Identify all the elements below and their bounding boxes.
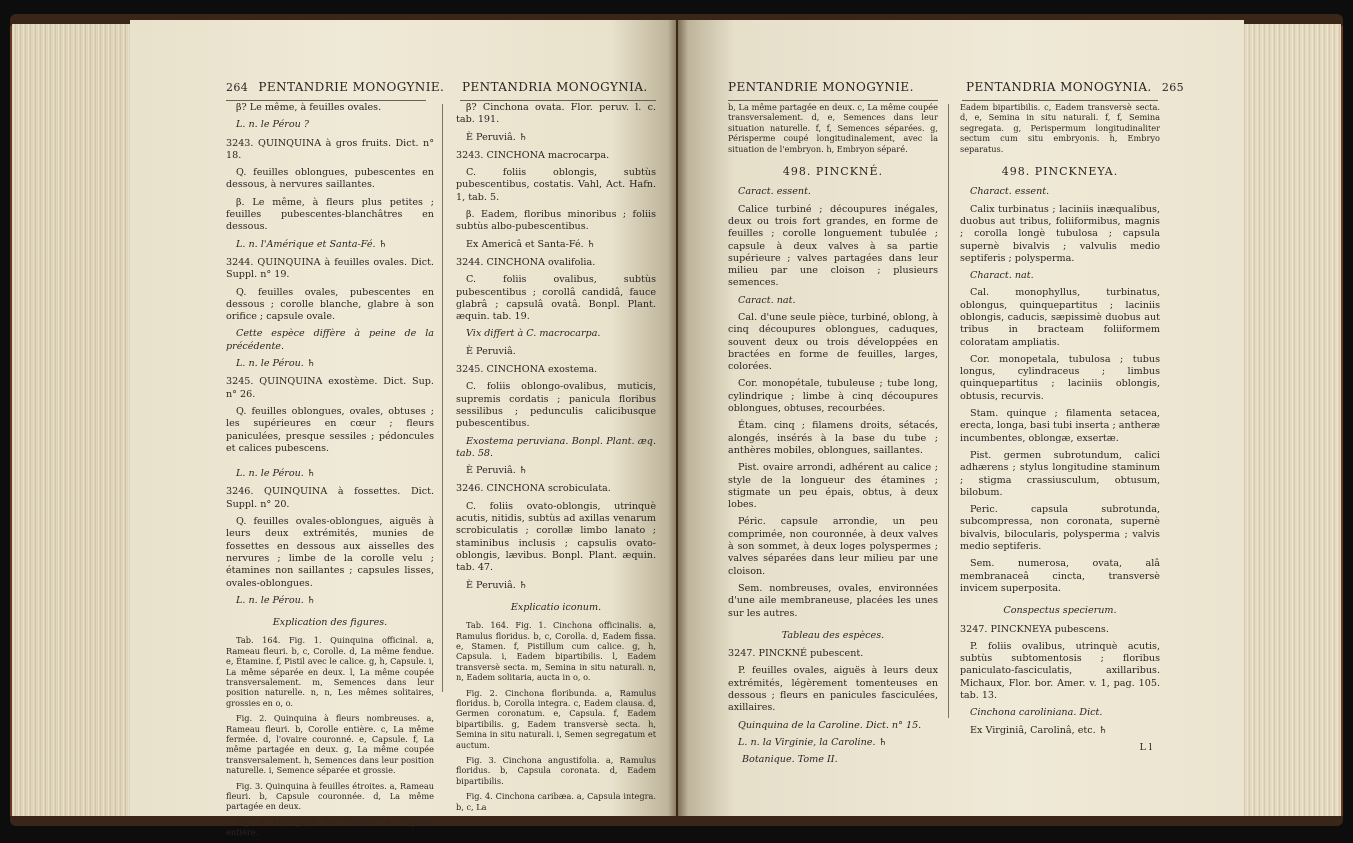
- text-line: È Peruviâ.: [466, 345, 516, 357]
- text-line: Sem. numerosa, ovata, alâ membranaceâ cincta, transversè invicem superposita.: [960, 558, 1160, 594]
- page-number: 265: [1161, 81, 1185, 94]
- left-page-header: [226, 80, 444, 94]
- figure-caption: Tab. 164. Fig. 1. Quinquina officinal. a, Rameau fleuri. b, c, Corolle. d, La même fendue. e, Étamine. f, Pistil avec le calice. g, h, Capsule. i, La même séparée en deux. l, La même coupée transversalement. m, Semences dans leur position naturelle. n, n, Les mêmes solitaires, grossies en o, o.: [226, 635, 434, 708]
- text-line: Q. feuilles ovales-oblongues, aiguës à leurs deux extrémités, munies de fossettes en dessous aux aisselles des nervures ; limbe de la corolle velu ; étamines non saillantes ; capsules lisses, ovales-oblongues.: [226, 516, 434, 589]
- header-rule: [460, 100, 656, 101]
- species-heading: 3244. QUINQUINA à feuilles ovales. Dict. Suppl. n° 19.: [226, 256, 434, 281]
- genus-heading: 498. PINCKNEYA.: [1001, 165, 1119, 179]
- figure-caption: Fig. 2. Cinchona floribunda. a, Ramulus floridus. b, Corolla integra. c, Eadem clausa. d, Germen coronatum. e, Capsula. f, Eadem bipartibilis. g, Eadem transversè secta. h, Semina in situ naturali. i, Semen segregatum et auctum.: [456, 687, 656, 750]
- species-heading: 3245. QUINQUINA exostème. Dict. Sup. n° 26.: [226, 376, 434, 400]
- text-line: Ex Virginiâ, Carolinâ, etc. ♄: [970, 724, 1108, 736]
- section-heading: Explication des figures.: [272, 617, 388, 629]
- french-column: [728, 102, 938, 772]
- figure-caption: Fig. 3. Quinquina à feuilles étroites. a, Rameau fleuri. b, Capsule couronnée. d, La même partagée en deux.: [226, 780, 434, 812]
- book-gutter: [668, 20, 688, 816]
- text-line: Cette espèce diffère à peine de la précédente.: [226, 328, 434, 352]
- figure-caption: Fig. 4. Quinquina des Caribes. a, Capsule entière.: [226, 816, 434, 838]
- subheading: Caract. nat.: [738, 294, 796, 306]
- text-line: β. Le même, à fleurs plus petites ; feuilles pubescentes-blanchâtres en dessous.: [226, 196, 434, 233]
- text-line: L. n. l'Amérique et Santa-Fé. ♄: [236, 238, 388, 250]
- text-line: Pist. ovaire arrondi, adhérent au calice ; style de la longueur des étamines ; stigmate un peu épais, obtus, à deux lobes.: [728, 462, 938, 511]
- species-heading: 3243. CINCHONA macrocarpa.: [456, 149, 610, 161]
- text-line: L. n. le Pérou ?: [236, 119, 309, 131]
- column-divider: [948, 104, 949, 718]
- text-line: Q. feuilles oblongues, ovales, obtuses ; les supérieures en cœur ; fleurs paniculées, presque sessiles ; pédoncules et calices pubescens.: [226, 405, 434, 454]
- text-line: L. n. le Pérou. ♄: [236, 594, 316, 606]
- text-line: Cal. monophyllus, turbinatus, oblongus, quinquepartitus ; laciniis oblongis, caducis, sæpissimè duobus aut tribus in bracteam foliiformem coloratam ampliatis.: [960, 287, 1160, 348]
- left-col2-header: PENTANDRIA MONOGYNIA.: [462, 80, 648, 94]
- text-line: Cor. monopetala, tubulosa ; tubus longus, cylindraceus ; limbus quinquepartitus ; laciniis oblongis, obtusis, recurvis.: [960, 353, 1160, 402]
- species-heading: 3247. PINCKNÉ pubescent.: [728, 648, 864, 660]
- section-heading: Conspectus specierum.: [1003, 605, 1117, 617]
- column-divider: [442, 104, 443, 692]
- text-line: P. foliis ovalibus, utrinquè acutis, subtùs subtomentosis ; floribus paniculato-fasciculatis, axillaribus. Michaux, Flor. bor. Amer. v. 1, pag. 105. tab. 13.: [960, 640, 1160, 702]
- figure-caption: Fig. 2. Quinquina à fleurs nombreuses. a, Rameau fleuri. b, Corolle entière. c, La même fermée. d, l'ovaire couronné. e, Capsule. f, La même partagée en deux. g, La même coupée transversalement. h, Semences dans leur position naturelle. i, Semence séparée et grossie.: [226, 713, 434, 776]
- text-line: β? Le même, à feuilles ovales.: [236, 102, 382, 113]
- french-column: [226, 102, 434, 843]
- section-heading: Tableau des espèces.: [781, 629, 885, 641]
- right-page: [678, 20, 1244, 816]
- text-line: Sem. nombreuses, ovales, environnées d'une aile membraneuse, placées les unes sur les autres.: [728, 582, 938, 619]
- section-heading: Explicatio iconum.: [510, 601, 602, 613]
- header-rule: [962, 100, 1158, 101]
- text-line: C. foliis ovalibus, subtùs pubescentibus ; corollâ candidâ, fauce glabrâ ; capsulâ ovatâ. Bonpl. Plant. æquin. tab. 19.: [456, 274, 656, 323]
- page-stack-right: [1231, 24, 1341, 816]
- latin-column: [456, 102, 656, 817]
- species-heading: 3244. CINCHONA ovalifolia.: [456, 256, 596, 268]
- signature-mark: L l: [1139, 741, 1152, 753]
- text-line: C. foliis ovato-oblongis, utrinquè acutis, nitidis, subtùs ad axillas venarum scrobiculatis ; corollæ limbo lanato ; staminibus inclusis ; capsulis ovato-oblongis, lævibus. Bonpl. Plant. æquin. tab. 47.: [456, 500, 656, 574]
- text-line: Cinchona caroliniana. Dict.: [970, 707, 1103, 719]
- left-page: [130, 20, 676, 838]
- latin-column: [960, 102, 1160, 759]
- figure-caption: Fig. 3. Cinchona angustifolia. a, Ramulus floridus. b, Capsula coronata. d, Eadem bipartibilis.: [456, 754, 656, 786]
- text-line: È Peruviâ. ♄: [466, 131, 528, 143]
- text-line: Exostema peruviana. Bonpl. Plant. æq. tab. 58.: [456, 435, 656, 459]
- species-heading: 3243. QUINQUINA à gros fruits. Dict. n° 18.: [226, 137, 434, 161]
- header-rule: [226, 100, 426, 101]
- text-line: P. feuilles ovales, aiguës à leurs deux extrémités, légèrement tomenteuses en dessous ; fleurs en panicules fasciculées, axillaires.: [728, 665, 938, 714]
- text-line: Vix differt à C. macrocarpa.: [466, 328, 601, 340]
- text-line: Calice turbiné ; découpures inégales, deux ou trois fort grandes, en forme de feuilles ; corolle longuement tubulée ; capsule à deux valves à sa partie supérieure ; valves partagées dans leur milieu par une cloison ; plusieurs semences.: [728, 203, 938, 289]
- text-line: È Peruviâ. ♄: [466, 465, 528, 477]
- text-line: Q. feuilles ovales, pubescentes en dessous ; corolle blanche, glabre à son orifice ; capsule ovale.: [226, 286, 434, 323]
- subheading: Charact. nat.: [970, 270, 1034, 282]
- genus-heading: 498. PINCKNÉ.: [782, 165, 884, 179]
- species-heading: 3245. CINCHONA exostema.: [456, 364, 598, 376]
- header-rule: [728, 100, 938, 101]
- volume-signature: Botanique. Tome II.: [742, 754, 838, 766]
- figure-caption: Tab. 164. Fig. 1. Cinchona officinalis. a, Ramulus floridus. b, c, Corolla. d, Eadem fissa. e, Stamen. f, Pistillum cum calice. g, h, Capsula. i, Eadem bipartibilis. l, Eadem transversè secta. m, Semina in situ naturali. n, n, Eadem solitaria, aucta in o, o.: [456, 620, 656, 683]
- page-number: 264: [226, 81, 249, 94]
- text-line: Stam. quinque ; filamenta setacea, erecta, longa, basi tubi inserta ; antheræ incumbentes, oblongæ, exsertæ.: [960, 408, 1160, 444]
- figure-caption: b, La même partagée en deux. c, La même coupée transversalement. d, e, Semences dans leur situation naturelle. f, f, Semences séparées. g, Périsperme coupé longitudinalement, avec la situation de l'embryon. h, Embryon séparé.: [728, 102, 938, 154]
- text-line: C. foliis oblongo-ovalibus, muticis, supremis cordatis ; panicula floribus sessilibus ; pedunculis calicibusque pubescentibus.: [456, 381, 656, 430]
- subheading: Caract. essent.: [738, 186, 811, 198]
- running-title: PENTANDRIE MONOGYNIE.: [258, 80, 445, 94]
- text-line: È Peruviâ. ♄: [466, 579, 528, 591]
- text-line: L. n. le Pérou. ♄: [236, 468, 316, 480]
- species-heading: 3246. QUINQUINA à fossettes. Dict. Suppl. n° 20.: [226, 486, 434, 510]
- text-line: Pist. germen subrotundum, calici adhærens ; stylus longitudine staminum ; stigma crassiusculum, obtusum, bilobum.: [960, 449, 1160, 498]
- right-page-header: [966, 80, 1184, 94]
- species-heading: 3246. CINCHONA scrobiculata.: [456, 483, 611, 495]
- subheading: Charact. essent.: [970, 186, 1050, 198]
- text-line: C. foliis oblongis, subtùs pubescentibus, costatis. Vahl, Act. Hafn. 1, tab. 5.: [456, 167, 656, 203]
- text-line: Q. feuilles oblongues, pubescentes en dessous, à nervures saillantes.: [226, 167, 434, 191]
- text-line: Quinquina de la Caroline. Dict. n° 15.: [738, 719, 922, 731]
- species-heading: 3247. PINCKNEYA pubescens.: [960, 623, 1109, 635]
- text-line: Peric. capsula subrotunda, subcompressa, non coronata, supernè bivalvis, bilocularis, polysperma ; valvis medio septiferis.: [960, 504, 1160, 553]
- text-line: Péric. capsule arrondie, un peu comprimée, non couronnée, à deux valves à son sommet, à deux loges polyspermes ; valves séparées dans leur milieu par une cloison.: [728, 516, 938, 577]
- page-stack-left: [12, 24, 132, 816]
- figure-caption: Fig. 4. Cinchona caribæa. a, Capsula integra. b, c, La: [456, 791, 656, 812]
- figure-caption: Eadem bipartibilis. c, Eadem transversè secta. d, e, Semina in situ naturali. f, f, Semina segregata. g, Perispermum longitudinaliter sectum cum situ embryonis. h, Embryo separatus.: [960, 102, 1160, 154]
- right-col1-header: PENTANDRIE MONOGYNIE.: [728, 80, 914, 94]
- text-line: L. n. la Virginie, la Caroline. ♄: [738, 736, 888, 748]
- text-line: β? Cinchona ovata. Flor. peruv. l. c. tab. 191.: [456, 102, 656, 126]
- text-line: β. Eadem, floribus minoribus ; foliis subtùs albo-pubescentibus.: [456, 209, 656, 233]
- text-line: Étam. cinq ; filamens droits, sétacés, alongés, insérés à la base du tube ; anthères mobiles, oblongues, saillantes.: [728, 420, 938, 456]
- running-title: PENTANDRIA MONOGYNIA.: [966, 80, 1152, 94]
- text-line: Ex Americâ et Santa-Fé. ♄: [466, 238, 596, 250]
- text-line: Cor. monopétale, tubuleuse ; tube long, cylindrique ; limbe à cinq découpures oblongues, obtuses, recourbées.: [728, 378, 938, 415]
- text-line: Cal. d'une seule pièce, turbiné, oblong, à cinq découpures oblongues, caduques, souvent deux ou trois développées en bractées en forme de feuilles, larges, colorées.: [728, 312, 938, 373]
- text-line: Calix turbinatus ; laciniis inæqualibus, duobus aut tribus, foliiformibus, magnis ; corolla longè tubulosa ; capsula supernè bivalvis ; valvulis medio septiferis ; polysperma.: [960, 203, 1160, 264]
- text-line: L. n. le Pérou. ♄: [236, 358, 316, 370]
